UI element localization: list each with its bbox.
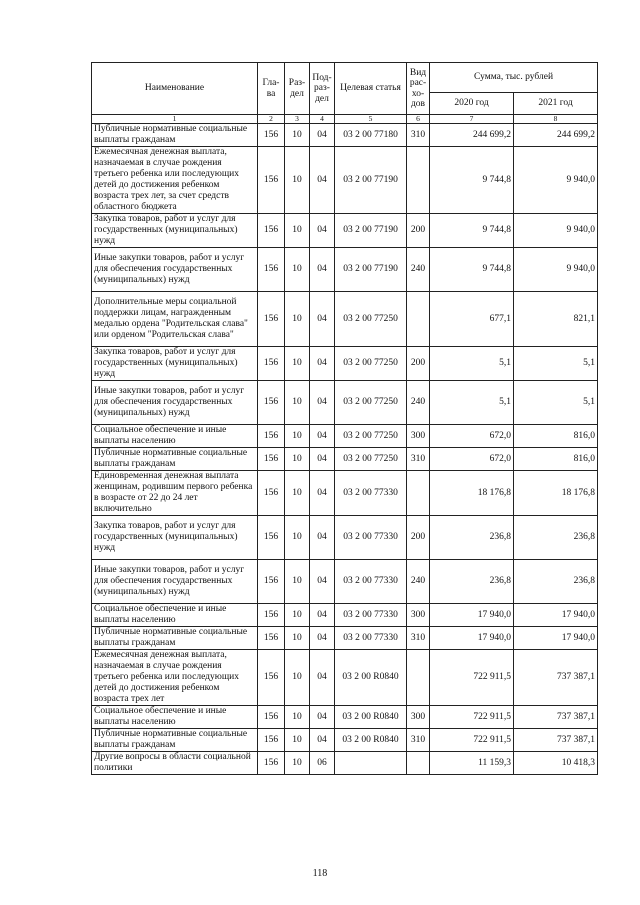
row-sum-2020: 672,0 xyxy=(430,425,514,448)
row-section: 10 xyxy=(285,425,310,448)
row-chapter: 156 xyxy=(258,706,285,729)
row-section: 10 xyxy=(285,729,310,752)
row-subsection: 04 xyxy=(310,650,335,706)
row-sum-2021: 10 418,3 xyxy=(514,752,598,775)
table-row xyxy=(92,248,598,292)
row-section: 10 xyxy=(285,292,310,347)
row-target-article: 03 2 00 77250 xyxy=(335,381,407,425)
table-row xyxy=(92,147,598,214)
row-expense-type: 240 xyxy=(407,381,430,425)
row-target-article: 03 2 00 R0840 xyxy=(335,650,407,706)
table-row xyxy=(92,604,598,627)
table-row xyxy=(92,124,598,147)
row-target-article: 03 2 00 77330 xyxy=(335,560,407,604)
row-name: Иные закупки товаров, работ и услуг для обеспечения государственных (муниципальных) нужд xyxy=(92,381,258,425)
row-chapter: 156 xyxy=(258,471,285,516)
table-row xyxy=(92,425,598,448)
row-sum-2021: 18 176,8 xyxy=(514,471,598,516)
row-chapter: 156 xyxy=(258,604,285,627)
row-target-article: 03 2 00 77330 xyxy=(335,516,407,560)
row-sum-2021: 816,0 xyxy=(514,425,598,448)
column-number: 3 xyxy=(285,115,310,124)
header-year-2020: 2020 год xyxy=(430,93,514,115)
row-expense-type: 310 xyxy=(407,124,430,147)
row-expense-type xyxy=(407,752,430,775)
table-row xyxy=(92,516,598,560)
row-section: 10 xyxy=(285,516,310,560)
row-target-article: 03 2 00 77330 xyxy=(335,627,407,650)
row-chapter: 156 xyxy=(258,516,285,560)
row-sum-2020: 236,8 xyxy=(430,516,514,560)
row-sum-2020: 9 744,8 xyxy=(430,147,514,214)
row-chapter: 156 xyxy=(258,248,285,292)
row-name: Публичные нормативные социальные выплаты гражданам xyxy=(92,124,258,147)
table-row xyxy=(92,729,598,752)
row-chapter: 156 xyxy=(258,627,285,650)
table-row xyxy=(92,560,598,604)
row-section: 10 xyxy=(285,471,310,516)
row-target-article: 03 2 00 77250 xyxy=(335,425,407,448)
row-sum-2020: 236,8 xyxy=(430,560,514,604)
row-subsection: 04 xyxy=(310,124,335,147)
row-target-article: 03 2 00 R0840 xyxy=(335,729,407,752)
row-sum-2020: 722 911,5 xyxy=(430,706,514,729)
table-row xyxy=(92,214,598,248)
row-target-article: 03 2 00 77250 xyxy=(335,448,407,471)
row-sum-2020: 17 940,0 xyxy=(430,604,514,627)
row-expense-type xyxy=(407,292,430,347)
row-sum-2020: 5,1 xyxy=(430,381,514,425)
row-name: Ежемесячная денежная выплата, назначаемая в случае рождения третьего ребенка или последующих детей до достижения ребенком возраста трех лет, за счет средств областного бюджета xyxy=(92,147,258,214)
table-row xyxy=(92,650,598,706)
row-expense-type xyxy=(407,471,430,516)
table-row xyxy=(92,381,598,425)
row-target-article: 03 2 00 77250 xyxy=(335,292,407,347)
row-subsection: 04 xyxy=(310,248,335,292)
row-target-article: 03 2 00 77250 xyxy=(335,347,407,381)
column-number: 6 xyxy=(407,115,430,124)
row-name: Дополнительные меры социальной поддержки лицам, награжденным медалью ордена "Родительская слава" или орденом "Родительская слава" xyxy=(92,292,258,347)
row-name: Иные закупки товаров, работ и услуг для обеспечения государственных (муниципальных) нужд xyxy=(92,248,258,292)
row-section: 10 xyxy=(285,381,310,425)
header-glava: Гла-ва xyxy=(258,63,285,115)
row-name: Единовременная денежная выплата женщинам, родившим первого ребенка в возрасте от 22 до 24 лет включительно xyxy=(92,471,258,516)
column-number: 4 xyxy=(310,115,335,124)
row-sum-2021: 816,0 xyxy=(514,448,598,471)
table-row xyxy=(92,471,598,516)
row-sum-2020: 11 159,3 xyxy=(430,752,514,775)
row-sum-2021: 737 387,1 xyxy=(514,650,598,706)
row-sum-2020: 677,1 xyxy=(430,292,514,347)
row-name: Социальное обеспечение и иные выплаты населению xyxy=(92,425,258,448)
header-sum: Сумма, тыс. рублей xyxy=(430,63,598,93)
row-sum-2021: 5,1 xyxy=(514,381,598,425)
row-subsection: 06 xyxy=(310,752,335,775)
header-razdel: Раз-дел xyxy=(285,63,310,115)
row-expense-type: 240 xyxy=(407,560,430,604)
row-expense-type: 200 xyxy=(407,516,430,560)
row-chapter: 156 xyxy=(258,729,285,752)
row-name: Иные закупки товаров, работ и услуг для обеспечения государственных (муниципальных) нужд xyxy=(92,560,258,604)
row-expense-type: 310 xyxy=(407,729,430,752)
row-subsection: 04 xyxy=(310,471,335,516)
row-expense-type xyxy=(407,650,430,706)
row-chapter: 156 xyxy=(258,752,285,775)
table-body xyxy=(92,124,598,775)
table-row xyxy=(92,706,598,729)
row-sum-2020: 244 699,2 xyxy=(430,124,514,147)
row-chapter: 156 xyxy=(258,560,285,604)
row-sum-2021: 9 940,0 xyxy=(514,248,598,292)
row-section: 10 xyxy=(285,650,310,706)
row-chapter: 156 xyxy=(258,425,285,448)
row-name: Ежемесячная денежная выплата, назначаемая в случае рождения третьего ребенка или последующих детей до достижения ребенком возраста трех лет xyxy=(92,650,258,706)
row-section: 10 xyxy=(285,347,310,381)
row-sum-2021: 5,1 xyxy=(514,347,598,381)
row-section: 10 xyxy=(285,560,310,604)
row-subsection: 04 xyxy=(310,604,335,627)
row-section: 10 xyxy=(285,248,310,292)
row-name: Публичные нормативные социальные выплаты гражданам xyxy=(92,729,258,752)
row-sum-2021: 821,1 xyxy=(514,292,598,347)
row-target-article: 03 2 00 77330 xyxy=(335,604,407,627)
row-chapter: 156 xyxy=(258,124,285,147)
row-chapter: 156 xyxy=(258,381,285,425)
row-chapter: 156 xyxy=(258,147,285,214)
row-sum-2021: 737 387,1 xyxy=(514,729,598,752)
row-subsection: 04 xyxy=(310,448,335,471)
row-sum-2020: 672,0 xyxy=(430,448,514,471)
row-expense-type: 200 xyxy=(407,214,430,248)
row-subsection: 04 xyxy=(310,347,335,381)
row-sum-2021: 9 940,0 xyxy=(514,147,598,214)
row-target-article: 03 2 00 77330 xyxy=(335,471,407,516)
table-row xyxy=(92,752,598,775)
header-name: Наименование xyxy=(92,63,258,115)
row-target-article: 03 2 00 R0840 xyxy=(335,706,407,729)
row-target-article: 03 2 00 77190 xyxy=(335,248,407,292)
row-name: Другие вопросы в области социальной политики xyxy=(92,752,258,775)
row-sum-2020: 722 911,5 xyxy=(430,729,514,752)
row-subsection: 04 xyxy=(310,147,335,214)
row-subsection: 04 xyxy=(310,292,335,347)
row-name: Социальное обеспечение и иные выплаты населению xyxy=(92,604,258,627)
row-sum-2020: 9 744,8 xyxy=(430,214,514,248)
row-sum-2021: 9 940,0 xyxy=(514,214,598,248)
table-row xyxy=(92,448,598,471)
row-sum-2021: 236,8 xyxy=(514,560,598,604)
table-row xyxy=(92,347,598,381)
row-chapter: 156 xyxy=(258,214,285,248)
page-number: 118 xyxy=(312,868,328,879)
row-section: 10 xyxy=(285,214,310,248)
row-sum-2020: 5,1 xyxy=(430,347,514,381)
row-name: Социальное обеспечение и иные выплаты населению xyxy=(92,706,258,729)
column-number: 1 xyxy=(92,115,258,124)
column-number: 8 xyxy=(514,115,598,124)
row-chapter: 156 xyxy=(258,347,285,381)
row-section: 10 xyxy=(285,627,310,650)
row-chapter: 156 xyxy=(258,650,285,706)
row-target-article: 03 2 00 77180 xyxy=(335,124,407,147)
row-name: Публичные нормативные социальные выплаты гражданам xyxy=(92,627,258,650)
header-year-2021: 2021 год xyxy=(514,93,598,115)
row-name: Закупка товаров, работ и услуг для государственных (муниципальных) нужд xyxy=(92,347,258,381)
row-expense-type: 310 xyxy=(407,627,430,650)
table-row xyxy=(92,627,598,650)
table-row xyxy=(92,292,598,347)
row-subsection: 04 xyxy=(310,627,335,650)
row-target-article: 03 2 00 77190 xyxy=(335,214,407,248)
row-sum-2021: 236,8 xyxy=(514,516,598,560)
row-expense-type: 300 xyxy=(407,604,430,627)
row-subsection: 04 xyxy=(310,560,335,604)
row-section: 10 xyxy=(285,706,310,729)
header-target-article: Целевая статья xyxy=(335,63,407,115)
row-subsection: 04 xyxy=(310,516,335,560)
budget-table xyxy=(91,62,598,775)
row-section: 10 xyxy=(285,604,310,627)
row-sum-2020: 18 176,8 xyxy=(430,471,514,516)
row-sum-2020: 722 911,5 xyxy=(430,650,514,706)
row-target-article xyxy=(335,752,407,775)
row-subsection: 04 xyxy=(310,706,335,729)
row-name: Публичные нормативные социальные выплаты гражданам xyxy=(92,448,258,471)
row-expense-type xyxy=(407,147,430,214)
column-number: 7 xyxy=(430,115,514,124)
row-expense-type: 310 xyxy=(407,448,430,471)
row-chapter: 156 xyxy=(258,448,285,471)
row-expense-type: 200 xyxy=(407,347,430,381)
row-target-article: 03 2 00 77190 xyxy=(335,147,407,214)
row-name: Закупка товаров, работ и услуг для государственных (муниципальных) нужд xyxy=(92,516,258,560)
header-podrazdel: Под-раз-дел xyxy=(310,63,335,115)
row-subsection: 04 xyxy=(310,381,335,425)
row-section: 10 xyxy=(285,147,310,214)
row-sum-2021: 244 699,2 xyxy=(514,124,598,147)
row-subsection: 04 xyxy=(310,729,335,752)
row-expense-type: 300 xyxy=(407,425,430,448)
row-sum-2020: 9 744,8 xyxy=(430,248,514,292)
row-sum-2021: 17 940,0 xyxy=(514,627,598,650)
row-name: Закупка товаров, работ и услуг для государственных (муниципальных) нужд xyxy=(92,214,258,248)
header-expense-type: Вид рас-хо-дов xyxy=(407,63,430,115)
column-number: 2 xyxy=(258,115,285,124)
row-subsection: 04 xyxy=(310,425,335,448)
row-section: 10 xyxy=(285,448,310,471)
row-section: 10 xyxy=(285,124,310,147)
column-numbers-row xyxy=(92,115,598,124)
row-sum-2020: 17 940,0 xyxy=(430,627,514,650)
row-subsection: 04 xyxy=(310,214,335,248)
row-sum-2021: 17 940,0 xyxy=(514,604,598,627)
row-chapter: 156 xyxy=(258,292,285,347)
row-expense-type: 300 xyxy=(407,706,430,729)
row-section: 10 xyxy=(285,752,310,775)
column-number: 5 xyxy=(335,115,407,124)
row-sum-2021: 737 387,1 xyxy=(514,706,598,729)
row-expense-type: 240 xyxy=(407,248,430,292)
